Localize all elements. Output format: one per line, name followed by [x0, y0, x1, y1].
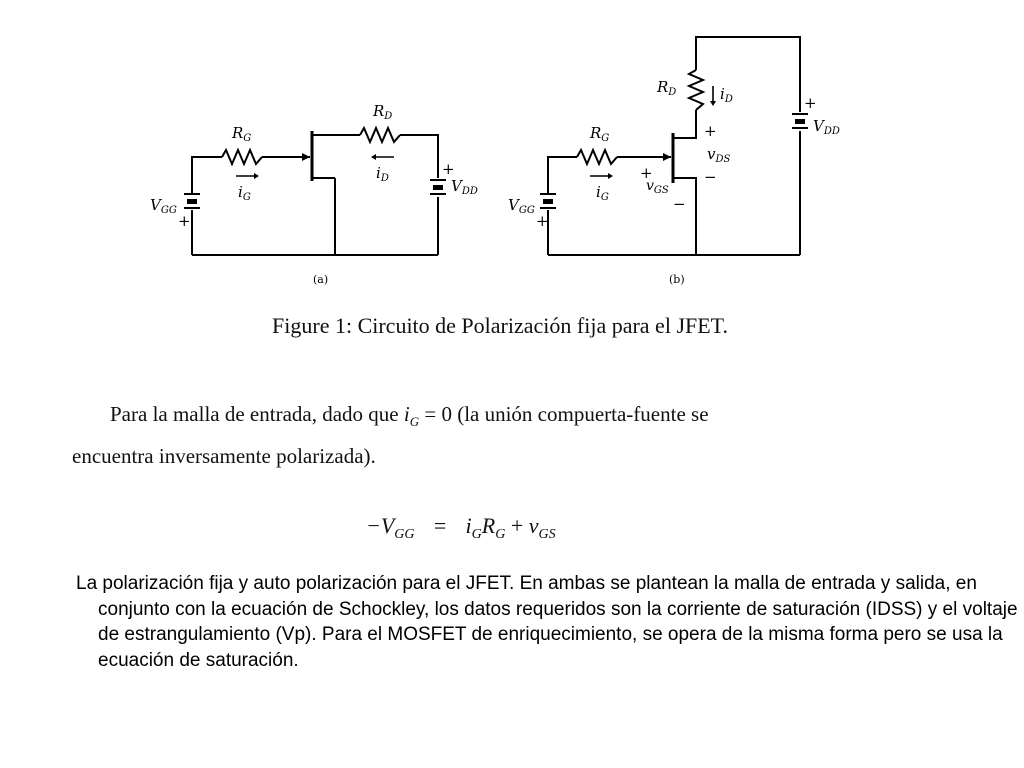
equation: $-V_{GG} = i_GR_G + v_{GS}$: [366, 513, 556, 542]
svg-text:iD: $i_D$: [376, 164, 389, 184]
svg-text:+: +: [704, 122, 717, 140]
circuit-a: [150, 102, 478, 286]
svg-text:+: +: [442, 160, 455, 178]
svg-text:iG: $i_G$: [596, 183, 609, 203]
panel-a-label: (a): [313, 273, 329, 286]
svg-text:+: +: [178, 212, 191, 230]
resistor-rd-a: [360, 128, 400, 142]
svg-text:iG: $i_G$: [238, 183, 251, 203]
battery-vdd-b: [792, 114, 808, 128]
battery-vgg-b: [540, 194, 556, 208]
battery-vdd-a: [430, 180, 446, 194]
svg-text:−: −: [704, 168, 717, 186]
resistor-rg-a: [222, 150, 262, 164]
svg-text:vGS: $v_{GS}$: [646, 178, 669, 196]
svg-text:RG: $R_G$: [590, 124, 610, 144]
svg-text:RG: $R_G$: [232, 124, 252, 144]
svg-text:iD: $i_D$: [720, 85, 733, 105]
svg-text:+: +: [640, 164, 653, 182]
svg-text:VDD: $V_{DD}$: [813, 117, 840, 137]
svg-text:+: +: [804, 94, 817, 112]
paragraph-text: Para la malla de entrada, dado que $i_G = 0$ (la unión compuerta-fuente se encuentra inversamente polarizada).: [72, 402, 709, 469]
svg-text:VGG: $V_{GG}$: [150, 196, 177, 216]
svg-text:−: −: [673, 195, 686, 213]
svg-text:RD: $R_D$: [657, 78, 677, 98]
svg-text:vDS: $v_{DS}$: [707, 145, 731, 165]
svg-text:VGG: $V_{GG}$: [508, 196, 535, 216]
battery-vgg-a: [184, 194, 200, 208]
circuit-figure: [0, 0, 1024, 300]
summary-text: La polarización fija y auto polarización para el JFET. En ambas se plantean la malla de entrada y salida, en conjunto con la ecuación de Schockley, los datos requeridos son la corriente de saturación (IDSS) y el voltaje de estrangulamiento (Vp). Para el MOSFET de enriquecimiento, se opera de la misma forma pero se usa la ecuación de saturación.: [76, 573, 1018, 671]
svg-text:VDD: $V_{DD}$: [451, 177, 478, 197]
figure-caption: Figure 1: Circuito de Polarización fija para el JFET.: [272, 313, 728, 338]
resistor-rd-b: [689, 70, 703, 110]
svg-text:+: +: [536, 212, 549, 230]
circuit-b: [508, 37, 840, 286]
svg-text:RD: $R_D$: [373, 102, 393, 122]
panel-b-label: (b): [669, 273, 685, 286]
resistor-rg-b: [577, 150, 617, 164]
